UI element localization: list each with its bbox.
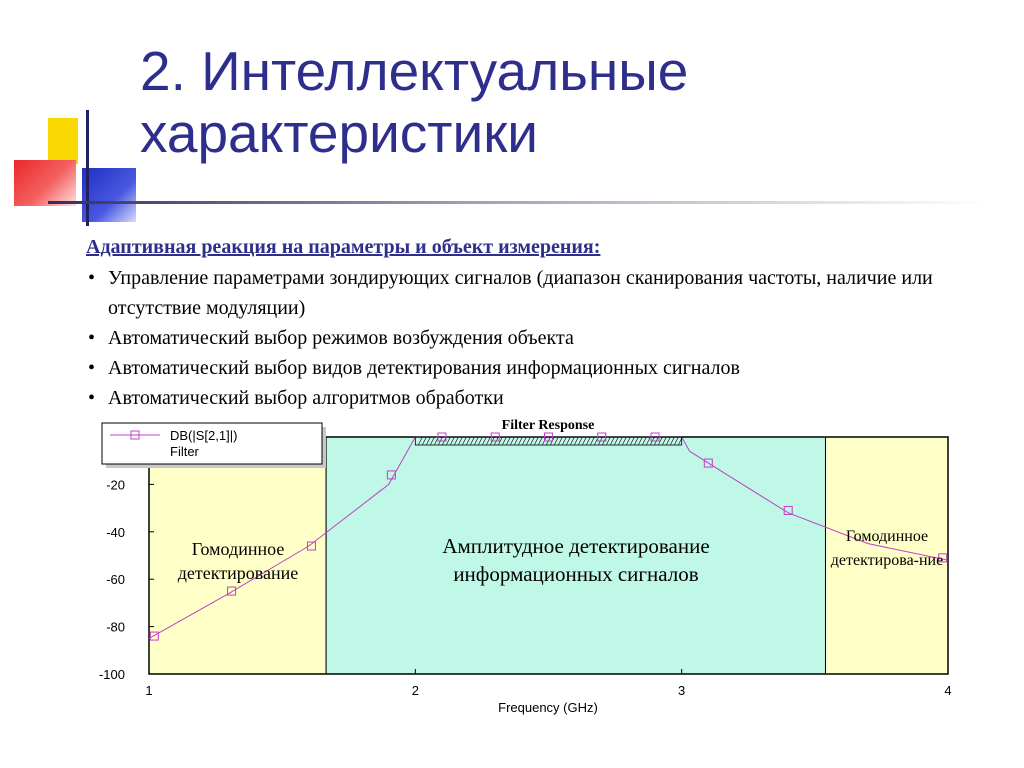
bullet-item: • Управление параметрами зондирующих сигналов (диапазон сканирования частоты, наличие или отсутствие модуляции) [86, 263, 986, 323]
chart-legend [102, 423, 326, 468]
region-label-right: Гомодинное детектирова-ние [830, 528, 944, 569]
deco-red-square [14, 160, 76, 206]
bullet-item: • Автоматический выбор алгоритмов обработки [86, 383, 986, 413]
x-tick-label: 2 [411, 683, 419, 698]
deco-blue-square [82, 168, 136, 222]
bullet-item: • Автоматический выбор видов детектирования информационных сигналов [86, 353, 986, 383]
y-tick-label: -100 [98, 667, 125, 682]
region-label-left: Гомодинное детектирование [177, 539, 299, 583]
x-tick-label: 4 [944, 683, 952, 698]
y-tick-label: -20 [106, 477, 125, 493]
x-axis-label: Frequency (GHz) [498, 700, 598, 715]
bullet-list [86, 263, 986, 413]
legend-entry: Filter [170, 444, 199, 459]
slide-title: 2. Интеллектуальные характеристики [140, 40, 689, 164]
x-tick-label: 3 [678, 683, 686, 698]
y-tick-label: -80 [106, 619, 125, 635]
chart-title: Filter Response [501, 418, 595, 433]
deco-yellow-square [48, 118, 78, 164]
y-tick-label: -40 [106, 524, 125, 540]
x-tick-label: 1 [145, 683, 153, 698]
deco-horizontal-line [48, 201, 988, 204]
deco-vertical-line [86, 110, 89, 226]
legend-entry: DB(|S[2,1]|) [170, 428, 238, 443]
slide-subtitle: Адаптивная реакция на параметры и объект измерения: [86, 236, 601, 258]
bullet-item: • Автоматический выбор режимов возбуждения объекта [86, 323, 986, 353]
region-label-center: Амплитудное детектирование информационных сигналов [442, 534, 710, 586]
y-tick-label: -60 [106, 572, 125, 588]
